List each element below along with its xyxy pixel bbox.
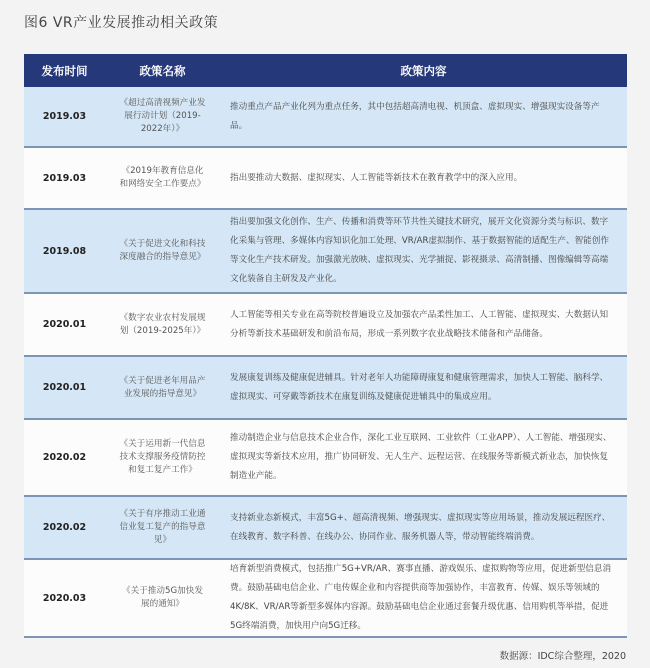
data-source-note: 数据源：IDC综合整理，2020 (499, 651, 626, 662)
cell-content: 发展康复训练及健康促进辅具。针对老年人功能障碍康复和健康管理需求，加快人工智能、脑科学、虚拟现实、可穿戴等新技术在康复训练及健康促进辅具中的集成应用。 (220, 356, 627, 419)
cell-date: 2019.03 (24, 147, 105, 209)
cell-date: 2020.01 (24, 293, 105, 356)
figure-title: 图6 VR产业发展推动相关政策 (24, 15, 219, 31)
table-row (24, 356, 627, 419)
cell-name: 《关于促进文化和科技深度融合的指导意见》 (105, 209, 220, 293)
policy-table (24, 54, 627, 638)
header-date: 发布时间 (24, 54, 105, 87)
cell-content: 推动重点产品产业化列为重点任务，其中包括超高清电视、机顶盒、虚拟现实、增强现实设备等产品。 (220, 87, 627, 147)
cell-name: 《2019年教育信息化和网络安全工作要点》 (105, 147, 220, 209)
table-header (24, 54, 627, 87)
cell-date: 2020.02 (24, 496, 105, 559)
cell-name: 《关于推动5G加快发展的通知》 (105, 559, 220, 637)
table-row (24, 419, 627, 496)
cell-name: 《关于运用新一代信息技术支撑服务疫情防控和复工复产工作》 (105, 419, 220, 496)
cell-name: 《数字农业农村发展规划（2019-2025年）》 (105, 293, 220, 356)
cell-date: 2020.01 (24, 356, 105, 419)
cell-content: 推动制造企业与信息技术企业合作，深化工业互联网、工业软件（工业APP）、人工智能、增强现实、虚拟现实等新技术应用，推广协同研发、无人生产、远程运营、在线服务等新模式新业态，加快恢复制造业产能。 (220, 419, 627, 496)
cell-date: 2020.02 (24, 419, 105, 496)
cell-date: 2019.08 (24, 209, 105, 293)
header-name: 政策名称 (105, 54, 220, 87)
table-row (24, 559, 627, 637)
header-content: 政策内容 (220, 54, 627, 87)
cell-name: 《关于有序推动工业通信业复工复产的指导意见》 (105, 496, 220, 559)
cell-name: 《关于促进老年用品产业发展的指导意见》 (105, 356, 220, 419)
table-row (24, 87, 627, 147)
cell-name: 《超过高清视频产业发展行动计划（2019-2022年）》 (105, 87, 220, 147)
table-row (24, 496, 627, 559)
cell-content: 指出要加强文化创作、生产、传播和消费等环节共性关键技术研究，展开文化资源分类与标识、数字化采集与管理、多媒体内容知识化加工处理、VR/AR虚拟制作、基于数据智能的适配生产、智能创作等文化生产技术研发。加强激光放映、虚拟现实、光学捕捉、影视摄录、高清制播、图像编辑等高端文化装备自主研发及产业化。 (220, 209, 627, 293)
cell-date: 2019.03 (24, 87, 105, 147)
table-row (24, 147, 627, 209)
cell-content: 人工智能等相关专业在高等院校普遍设立及加强农产品柔性加工、人工智能、虚拟现实、大数据认知分析等新技术基础研发和前沿布局，形成一系列数字农业战略技术储备和产品储备。 (220, 293, 627, 356)
cell-content: 培育新型消费模式，包括推广5G+VR/AR、赛事直播、游戏娱乐、虚拟购物等应用，促进新型信息消费。鼓励基础电信企业、广电传媒企业和内容提供商等加强协作，丰富教育、传媒、娱乐等领域的4K/8K、VR/AR等新型多媒体内容源。鼓励基础电信企业通过套餐升级优惠、信用购机等举措，促进5G终端消费，加快用户向5G迁移。 (220, 559, 627, 637)
cell-content: 指出要推动大数据、虚拟现实、人工智能等新技术在教育教学中的深入应用。 (220, 147, 627, 209)
table-row (24, 293, 627, 356)
cell-content: 支持新业态新模式，丰富5G+、超高清视频、增强现实、虚拟现实等应用场景，推动发展远程医疗、在线教育、数字科普、在线办公、协同作业、服务机器人等，带动智能终端消费。 (220, 496, 627, 559)
cell-date: 2020.03 (24, 559, 105, 637)
table-row (24, 209, 627, 293)
